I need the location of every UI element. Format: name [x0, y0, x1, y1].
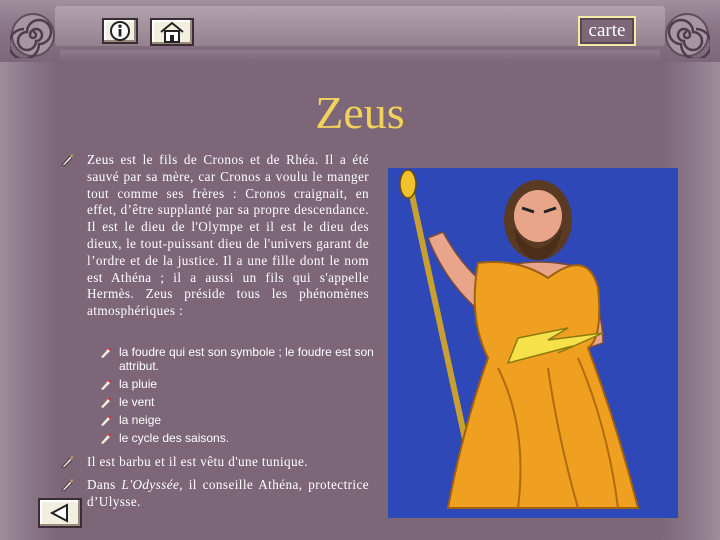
- pencil-bullet-icon: [100, 433, 112, 445]
- back-arrow-icon: [49, 503, 71, 523]
- list-item-text: la neige: [119, 412, 162, 427]
- volute-left-icon: [10, 12, 56, 58]
- list-item: [100, 396, 375, 410]
- page-title: Zeus: [315, 87, 405, 138]
- carte-button[interactable]: carte: [578, 16, 636, 46]
- phenomena-list: [100, 346, 375, 450]
- pencil-bullet-icon: [100, 397, 112, 409]
- pencil-bullet-icon: [100, 415, 112, 427]
- home-button[interactable]: [150, 18, 194, 46]
- home-icon: [159, 21, 185, 43]
- list-item-text: la pluie: [119, 376, 158, 391]
- odyssey-title: L'Odyssée: [121, 477, 180, 492]
- list-item-text: la foudre qui est son symbole ; le foudre est son attribut.: [119, 345, 374, 373]
- list-item: [100, 378, 375, 392]
- list-item-text: le cycle des saisons.: [119, 430, 230, 445]
- list-item: [100, 414, 375, 428]
- pencil-bullet-icon: [60, 153, 74, 167]
- pencil-bullet-icon: [100, 379, 112, 391]
- pencil-bullet-icon: [60, 478, 74, 492]
- zeus-illustration-icon: [388, 168, 678, 518]
- zeus-painting: [388, 168, 678, 518]
- pencil-bullet-icon: [60, 455, 74, 469]
- list-item: [100, 346, 375, 373]
- volute-right-icon: [664, 12, 710, 58]
- info-button[interactable]: [102, 18, 138, 44]
- info-icon: [110, 21, 130, 41]
- appearance-paragraph: Il est barbu et il est vêtu d'une tunique.: [87, 454, 308, 469]
- description-paragraph: Zeus est le fils de Cronos et de Rhéa. Il a été sauvé par sa mère, car Cronos a voulu le manger tout comme ses frères : Cronos craignait, en effet, d’être supplanté par sa propre descendance. Il est le dieu de l'Olympe et il est le dieu des dieux, le tout-puissant dieu de l'univers garant de l’ordre et de la justice. Il a une fille dont le nom est Athéna ; il a aussi un fils qui s'appelle Hermès. Zeus préside tous les phénomènes atmosphériques :: [87, 152, 369, 319]
- list-item-text: le vent: [119, 394, 155, 409]
- back-button[interactable]: [38, 498, 82, 528]
- pencil-bullet-icon: [100, 347, 112, 359]
- odyssey-prefix: Dans: [87, 477, 122, 492]
- top-beam-decoration: [55, 6, 665, 46]
- odyssey-suffix: , il conseille Athéna, protectrice d’Ulysse.: [87, 477, 369, 509]
- odyssey-paragraph: [87, 477, 369, 511]
- left-column-decoration: [0, 0, 60, 540]
- list-item: [100, 432, 375, 446]
